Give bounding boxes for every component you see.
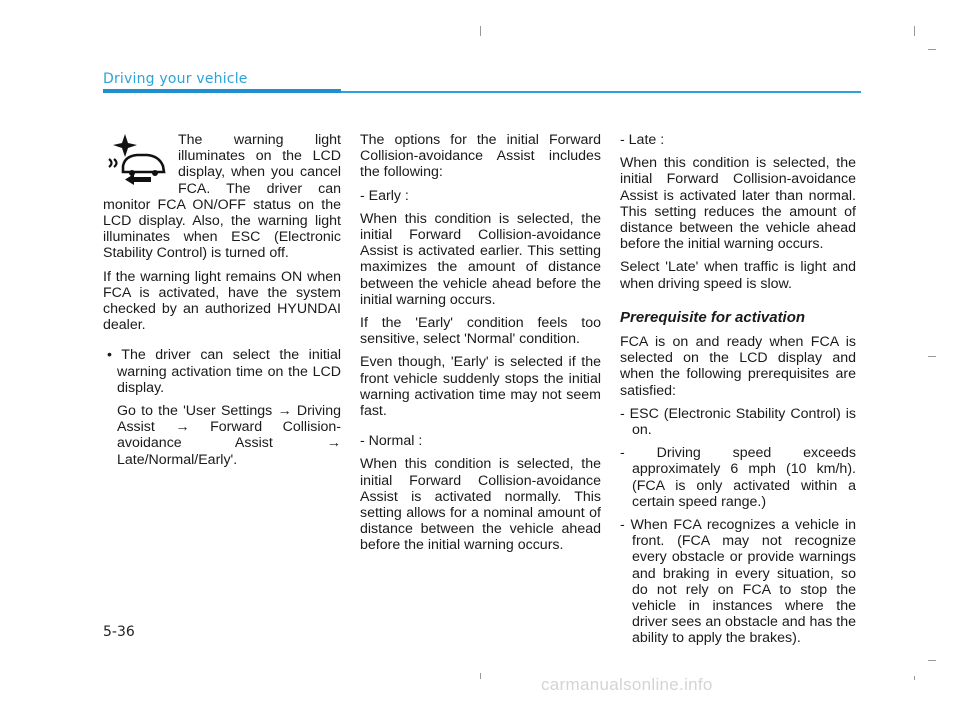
warning-light-paragraph: The warning light illuminates on the LCD display, when you cancel FCA. The driver can monitor FCA ON/OFF status on the LCD display. Also, the warning light illuminates when ESC (Electronic Stability Control) is turned off. [103, 132, 341, 262]
list-item: - Driving speed exceeds approximately 6 mph (10 km/h). (FCA is only activated within a certain speed range.) [620, 445, 856, 510]
list-item: - When FCA recognizes a vehicle in front. (FCA may not recognize every obstacle or provide warnings and braking in every situation, so do not rely on FCA to stop the vehicle in instances where the driver sees an obstacle and has the ability to apply the brakes). [620, 517, 856, 647]
watermark: carmanualsonline.info [541, 675, 713, 694]
list-item: - ESC (Electronic Stability Control) is on. [620, 405, 856, 439]
late-select-paragraph: Select 'Late' when traffic is light and when driving speed is slow. [620, 259, 856, 292]
bullet-item: • The driver can select the initial warning activation time on the LCD display. [107, 347, 341, 396]
early-note-paragraph: Even though, 'Early' is selected if the front vehicle suddenly stops the initial warning activation time may not seem fast. [360, 354, 601, 420]
column-3 [620, 132, 856, 654]
early-paragraph: When this condition is selected, the initial Forward Collision-avoidance Assist is activated earlier. This setting maximizes the amount of distance between the vehicle ahead before the initial warning occurs. [360, 210, 601, 308]
column-1 [103, 132, 341, 475]
prerequisite-heading: Prerequisite for activation [620, 308, 806, 326]
crop-mark [914, 26, 915, 36]
crop-mark [914, 676, 915, 680]
crop-mark [928, 660, 936, 661]
normal-label: - Normal : [360, 433, 423, 450]
crop-mark [480, 26, 481, 36]
fca-warning-light-icon [103, 132, 170, 188]
crop-mark [928, 356, 936, 357]
section-title: Driving your vehicle [103, 71, 248, 87]
normal-paragraph: When this condition is selected, the initial Forward Collision-avoidance Assist is activated normally. This setting allows for a nominal amount of distance between the vehicle ahead before the initial warning occurs. [360, 456, 601, 554]
crop-mark [480, 673, 481, 679]
options-intro: The options for the initial Forward Collision-avoidance Assist includes the following: [360, 132, 601, 181]
early-label: - Early : [360, 187, 409, 204]
crop-mark [928, 49, 936, 50]
page-number: 5-36 [103, 624, 135, 640]
bullet-continuation: Go to the 'User Settings → Driving Assist → Forward Collision-avoidance Assist → Late/Normal/Early'. [117, 403, 341, 468]
header-rule-light [341, 91, 861, 93]
header-rule-dark [103, 89, 341, 93]
warning-on-paragraph: If the warning light remains ON when FCA is activated, have the system checked by an authorized HYUNDAI dealer. [103, 268, 341, 334]
column-2 [360, 132, 601, 561]
early-sensitive-paragraph: If the 'Early' condition feels too sensitive, select 'Normal' condition. [360, 315, 601, 348]
late-label: - Late : [620, 132, 665, 148]
late-paragraph: When this condition is selected, the initial Forward Collision-avoidance Assist is activated later than normal. This setting reduces the amount of distance between the vehicle ahead before the initial warning occurs. [620, 155, 856, 253]
prerequisite-intro: FCA is on and ready when FCA is selected on the LCD display and when the following prerequisites are satisfied: [620, 334, 856, 399]
